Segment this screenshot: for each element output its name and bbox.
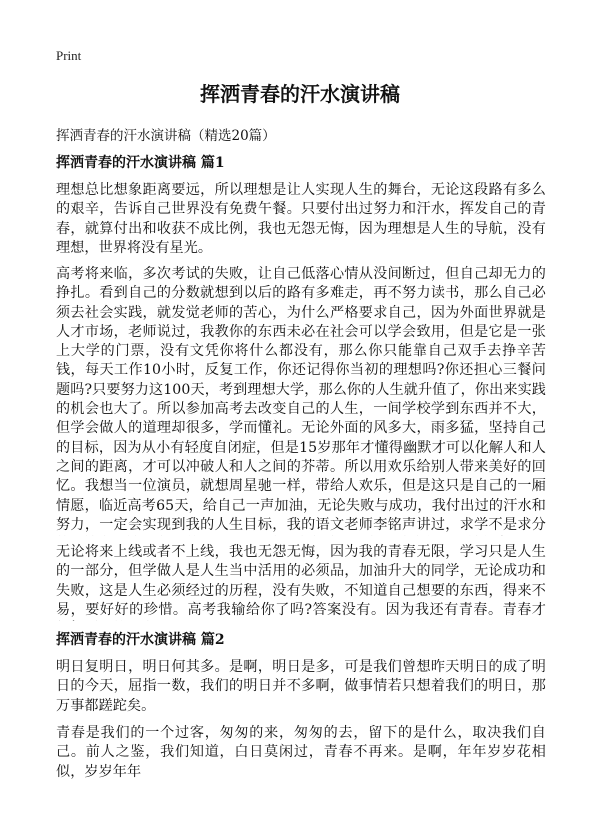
paragraph: 理想总比想象距离要远，所以理想是让人实现人生的舞台，无论这段路有多么的艰辛，告诉自己世界没有免费午餐。只要付出过努力和汗水，挥发自己的青春，就算付出和收获不成比例，我也无怨无悔，因为理想是人生的导航，没有理想，世界将没有星光。: [56, 182, 546, 256]
document-subtitle: 挥洒青春的汗水演讲稿（精选20篇）: [56, 128, 276, 144]
paragraph: 明日复明日，明日何其多。是啊，明日是多，可是我们曾想昨天明日的成了明日的今天，屈指一数，我们的明日并不多啊，做事情若只想着我们的明日，那万事都蹉跎矣。: [56, 659, 546, 714]
print-link[interactable]: Print: [56, 48, 82, 63]
paragraph: 青春是我们的一个过客，匆匆的来，匆匆的去，留下的是什么，取决我们自己。前人之鉴，我们知道，白日莫闲过，青春不再来。是啊，年年岁岁花相似，岁岁年年: [56, 725, 546, 780]
paragraph: 无论将来上线或者不上线，我也无怨无悔，因为我的青春无限，学习只是人生的一部分，但学做人是人生当中活用的必须品，加油升大的同学，无论成功和失败，这是人生必须经过的历程，没有失败，不知道自己想要的东西，得来不易，要好好的珍惜。高考我输给你了吗?答案没有。因为我还有青春。青春才: [56, 544, 546, 618]
paragraph: 高考将来临，多次考试的失败，让自己低落心情从没间断过，但自己却无力的挣扎。看到自己的分数就想到以后的路有多难走，再不努力读书，那么自己必须去社会实践，就发觉老师的苦心，为什么严格要求自己，因为外面世界就是人才市场，老师说过，我教你的东西未必在社会可以学会致用，但是它是一张上大学的门票，没有文凭你将什么都没有，那么你只能靠自己双手去挣辛苦钱，每天工作10小时，反复工作，你还记得你当初的理想吗?你还担心三餐问题吗?只要努力这100天，考到理想大学，那么你的人生就升值了，你出来实践的机会也大了。所以参加高考去改变自己的人生，一间学校学到东西并不大，但学会做人的道理却很多，学而懂礼。无论外面的风多大，雨多猛，坚持自己的目标，因为从小有轻度自闭症，但是15岁那年才懂得幽默才可以化解人和人之间的距离，才可以冲破人和人之间的芥蒂。所以用欢乐给别人带来美好的回忆。我想当一位演员，就想周星驰一样，带给人欢乐，但是这只是自己的一厢情愿，临近高考65天，给自己一声加油，无论失败与成功，我付出过的汗水和努力，一定会实现到我的人生目标，我的语文老师李铭声讲过，求学不是求分: [56, 266, 546, 533]
section-heading-1: 挥洒青春的汗水演讲稿 篇1: [56, 155, 225, 171]
section-heading-2: 挥洒青春的汗水演讲稿 篇2: [56, 632, 225, 648]
document-title: 挥洒青春的汗水演讲稿: [200, 82, 400, 106]
